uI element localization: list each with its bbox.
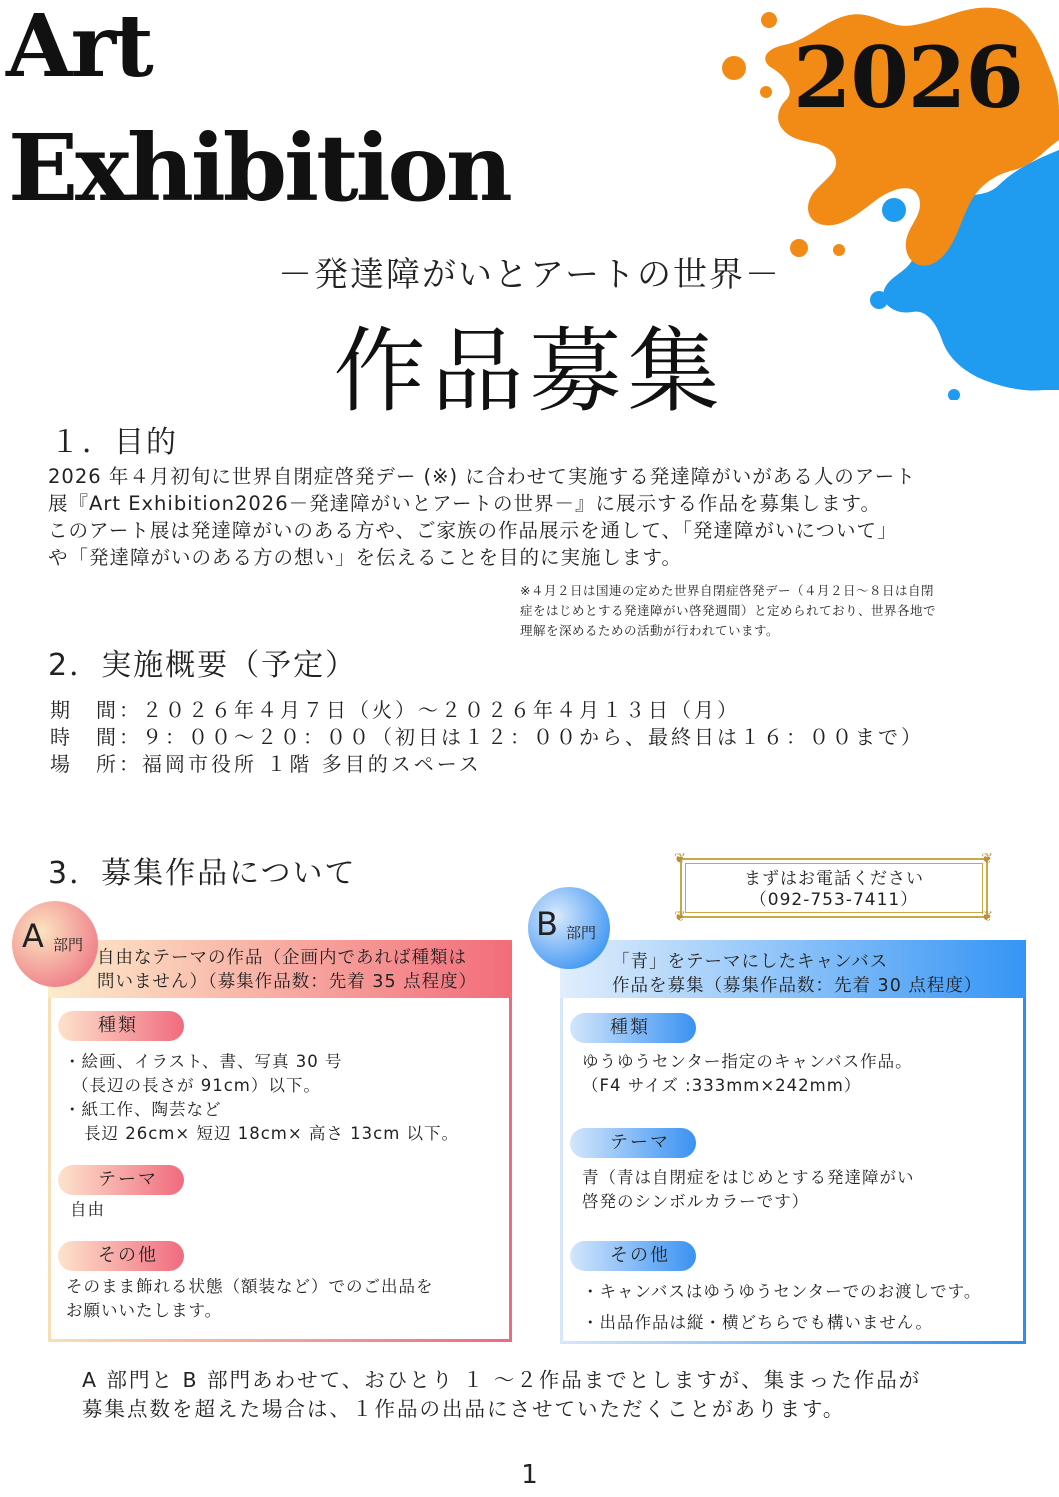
- theme-line: 青（青は自閉症をはじめとする発達障がい: [582, 1168, 915, 1187]
- panel-a-tag-kind: 種類: [58, 1011, 184, 1041]
- other-line: ・キャンバスはゆうゆうセンターでのお渡しです。: [582, 1282, 982, 1301]
- phone-callout: [674, 851, 994, 925]
- kind-line: ・紙工作、陶芸など: [64, 1100, 222, 1119]
- purpose-line: 2026 年４月初旬に世界自閉症啓発デー (※) に合わせて実施する発達障がいがある人のアート: [48, 465, 916, 488]
- panel-b-desc-line: 作品を募集（募集作品数：先着 30 点程度）: [612, 976, 983, 996]
- other-line: そのまま飾れる状態（額装など）でのご出品を: [66, 1277, 434, 1296]
- panel-a-tag-other: その他: [58, 1241, 184, 1271]
- ornament-icon: ❦: [674, 851, 687, 867]
- purpose-line: や「発達障がいのある方の想い」を伝えることを目的に実施します。: [48, 546, 682, 569]
- main-title: 作品募集: [333, 318, 726, 425]
- panel-a-description: [97, 946, 477, 994]
- panel-b-tag-kind: 種類: [570, 1013, 696, 1043]
- ornament-icon: ❦: [981, 851, 994, 867]
- panel-b-kind-text: [582, 1050, 913, 1098]
- purpose-line: このアート展は発達障がいのある方や、ご家族の作品展示を通して、「発達障がいについて」: [48, 519, 898, 542]
- theme-line: 啓発のシンボルカラーです）: [582, 1192, 810, 1211]
- page-number: 1: [521, 1460, 538, 1490]
- other-line: ・出品作品は縦・横どちらでも構いません。: [582, 1313, 933, 1332]
- footnote: [520, 581, 1040, 641]
- other-line: お願いいたします。: [66, 1301, 223, 1320]
- ornament-icon: ❦: [981, 909, 994, 925]
- panel-b-tag-other: その他: [570, 1241, 696, 1271]
- footer-line: 募集点数を超えた場合は、１作品の出品にさせていただくことがあります。: [82, 1397, 846, 1421]
- footnote-line: 症をはじめとする発達障がい啓発週間）と定められており、世界各地で: [520, 603, 937, 618]
- kind-line: （長辺の長さが 91cm）以下。: [72, 1076, 321, 1095]
- panel-a-kind-text: [64, 1050, 459, 1146]
- panel-a-sub: 部門: [53, 936, 84, 954]
- panel-a-tag-theme: テーマ: [58, 1165, 184, 1195]
- panel-b-other-text: [582, 1276, 981, 1338]
- title-exhibition: Exhibition: [8, 114, 510, 222]
- panel-a-desc-line: 自由なテーマの作品（企画内であれば種類は: [97, 948, 467, 968]
- time-line: 時 間：９：００～２０：００（初日は１２：００から、最終日は１６：００まで）: [50, 725, 924, 749]
- panel-a-other-text: [66, 1275, 434, 1323]
- panel-a-letter: A: [22, 917, 44, 955]
- footnote-line: 理解を深めるための活動が行われています。: [520, 623, 780, 638]
- panel-b-letter: B: [536, 905, 558, 943]
- panel-a-theme-text: 自由: [70, 1200, 105, 1219]
- footnote-line: ※４月２日は国連の定めた世界自閉症啓発デー（４月２日～８日は自閉: [520, 583, 934, 598]
- purpose-line: 展『Art Exhibition2026－発達障がいとアートの世界－』に展示する作品を募集します。: [48, 492, 881, 515]
- place-line: 場 所：福岡市役所 １階 多目的スペース: [50, 752, 482, 776]
- title-art: Art: [6, 0, 152, 97]
- section3-heading: 3．募集作品について: [48, 856, 357, 891]
- panel-b-tag-theme: テーマ: [570, 1128, 696, 1158]
- kind-line: ・絵画、イラスト、書、写真 30 号: [64, 1052, 343, 1071]
- panel-b-desc-line: 「青」をテーマにしたキャンバス: [612, 952, 889, 972]
- subtitle: －発達障がいとアートの世界－: [278, 255, 781, 295]
- phone-number: （092-753-7411）: [749, 890, 919, 910]
- panel-b-sub: 部門: [566, 924, 597, 942]
- panel-b-theme-text: [582, 1166, 915, 1214]
- purpose-paragraph: [48, 463, 1038, 571]
- panel-b-description: [612, 950, 982, 998]
- period-line: 期 間：２０２６年４月７日（火）～２０２６年４月１３日（月）: [50, 698, 740, 722]
- year-label: 2026: [793, 28, 1023, 127]
- ornament-icon: ❦: [674, 909, 687, 925]
- kind-line: ゆうゆうセンター指定のキャンバス作品。: [582, 1052, 913, 1071]
- footer-line: A 部門と B 部門あわせて、おひとり １ ～２作品までとしますが、集まった作品が: [82, 1368, 922, 1392]
- panel-a-desc-line: 問いません）（募集作品数：先着 35 点程度）: [97, 972, 478, 992]
- section2-heading: 2．実施概要（予定）: [48, 648, 358, 683]
- section1-heading: １．目的: [50, 425, 178, 460]
- phone-prompt: まずはお電話ください: [744, 869, 924, 889]
- kind-line: 長辺 26cm× 短辺 18cm× 高さ 13cm 以下。: [84, 1124, 460, 1143]
- kind-line: （F4 サイズ :333mm×242mm）: [582, 1076, 862, 1095]
- footer-note: [82, 1366, 921, 1424]
- overview-list: [50, 697, 924, 778]
